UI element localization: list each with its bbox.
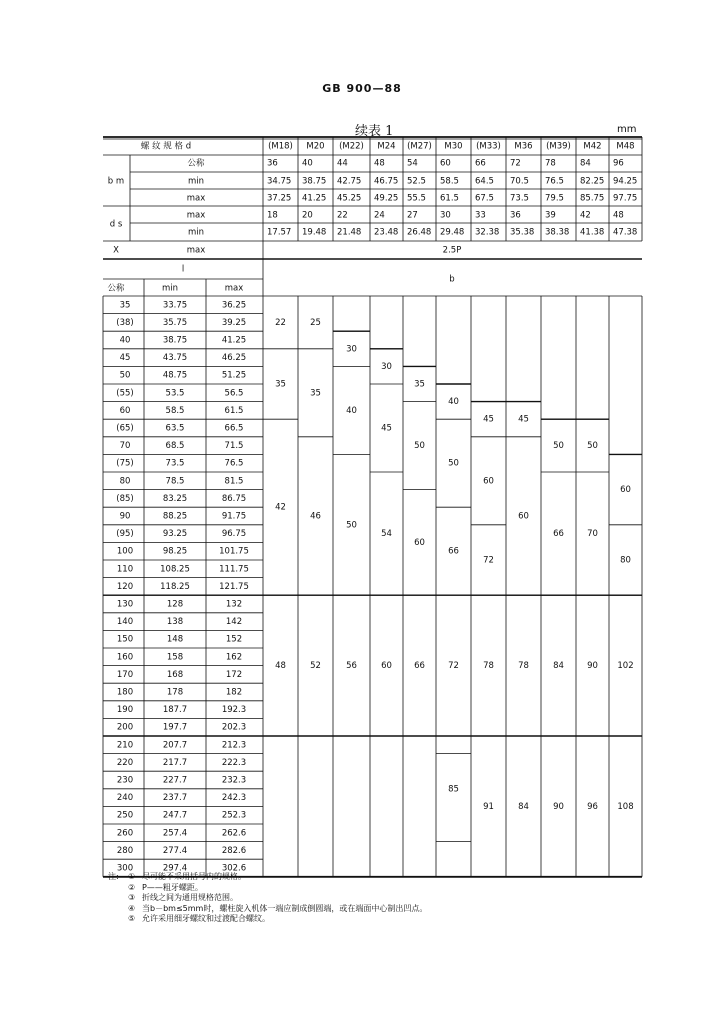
b-value: 72 bbox=[448, 661, 459, 672]
l-nominal-value: 80 bbox=[119, 476, 131, 487]
ds-max-value: 39 bbox=[545, 210, 556, 221]
l-min-value: 73.5 bbox=[165, 458, 185, 469]
note-text: 尽可能不采用括号内的规格。 bbox=[142, 872, 246, 881]
b-value: 22 bbox=[275, 317, 286, 328]
bm-min-value: 38.75 bbox=[302, 176, 327, 187]
l-nominal-value: 45 bbox=[119, 353, 131, 364]
b-value: 78 bbox=[518, 661, 529, 672]
l-max-value: 121.75 bbox=[219, 581, 249, 592]
bm-nominal-value: 66 bbox=[475, 158, 486, 169]
l-nominal-value: 100 bbox=[116, 546, 134, 557]
b-value: 35 bbox=[275, 379, 286, 390]
l-max-value: 111.75 bbox=[219, 564, 249, 575]
ds-max-value: 27 bbox=[407, 210, 418, 221]
b-value: 60 bbox=[620, 485, 631, 496]
l-nominal-value: 230 bbox=[116, 775, 134, 786]
l-max-value: 51.25 bbox=[221, 370, 247, 381]
size-header: (M27) bbox=[407, 141, 432, 152]
bm-min-value: 76.5 bbox=[545, 176, 564, 187]
b-value: 30 bbox=[346, 344, 357, 355]
l-max-value: 96.75 bbox=[221, 529, 247, 540]
b-value: 50 bbox=[414, 441, 425, 452]
l-max-value: 152 bbox=[225, 634, 243, 645]
l-max-value: 46.25 bbox=[221, 353, 247, 364]
note-text: P——粗牙螺距。 bbox=[142, 882, 203, 892]
l-min-value: 138 bbox=[166, 617, 184, 628]
l-min-value: 78.5 bbox=[165, 476, 185, 487]
b-value: 66 bbox=[448, 546, 459, 557]
size-header: M42 bbox=[583, 141, 602, 152]
l-max-value: 212.3 bbox=[221, 740, 247, 751]
b-value: 52 bbox=[310, 661, 321, 672]
l-nominal-value: (95) bbox=[116, 529, 134, 540]
b-value: 70 bbox=[587, 529, 598, 540]
ds-max-value: 18 bbox=[267, 210, 278, 221]
b-value: 54 bbox=[381, 529, 392, 540]
l-max-value: 282.6 bbox=[221, 845, 247, 856]
b-value: 85 bbox=[448, 784, 459, 795]
b-value: 50 bbox=[346, 520, 357, 531]
b-value: 66 bbox=[414, 661, 425, 672]
b-value: 78 bbox=[483, 661, 494, 672]
l-min-label: min bbox=[161, 283, 179, 294]
l-nominal-value: (75) bbox=[116, 458, 134, 469]
l-nominal-value: 150 bbox=[116, 634, 134, 645]
l-min-value: 108.25 bbox=[160, 564, 190, 575]
l-min-value: 247.7 bbox=[162, 810, 188, 821]
b-value: 84 bbox=[553, 661, 564, 672]
b-value: 45 bbox=[483, 414, 494, 425]
l-min-value: 83.25 bbox=[162, 493, 188, 504]
l-nominal-value: 180 bbox=[116, 687, 134, 698]
document-header: GB 900—88 bbox=[322, 82, 402, 95]
b-value: 25 bbox=[310, 317, 321, 328]
b-label: b bbox=[449, 274, 455, 285]
ds-max-value: 36 bbox=[510, 210, 521, 221]
b-value: 40 bbox=[346, 405, 357, 416]
size-header: M36 bbox=[514, 141, 533, 152]
l-min-value: 158 bbox=[166, 652, 184, 663]
ds-min-value: 26.48 bbox=[407, 227, 432, 238]
b-value: 35 bbox=[310, 388, 321, 399]
l-min-value: 43.75 bbox=[162, 353, 188, 364]
ds-min-value: 29.48 bbox=[440, 227, 465, 238]
l-min-value: 207.7 bbox=[162, 740, 188, 751]
ds-max-value: 22 bbox=[337, 210, 348, 221]
l-nominal-value: 50 bbox=[119, 370, 131, 381]
bm-min-value: 34.75 bbox=[267, 176, 292, 187]
unit-label: mm bbox=[617, 124, 637, 135]
notes-row-2 bbox=[108, 883, 427, 894]
bm-min-value: 58.5 bbox=[440, 176, 459, 187]
l-min-value: 227.7 bbox=[162, 775, 188, 786]
l-nominal-value: (85) bbox=[116, 493, 134, 504]
l-nominal-value: 160 bbox=[116, 652, 134, 663]
l-min-value: 217.7 bbox=[162, 757, 188, 768]
l-min-value: 118.25 bbox=[160, 581, 190, 592]
l-max-value: 252.3 bbox=[221, 810, 247, 821]
ds-max-value: 48 bbox=[613, 210, 624, 221]
l-min-value: 297.4 bbox=[162, 863, 188, 874]
l-nominal-value: 170 bbox=[116, 669, 134, 680]
bm-nominal-value: 78 bbox=[545, 158, 556, 169]
l-max-value: 222.3 bbox=[221, 757, 247, 768]
l-nominal-value: (55) bbox=[116, 388, 134, 399]
bm-label: b m bbox=[107, 176, 125, 187]
l-nominal-value: 140 bbox=[116, 617, 134, 628]
l-min-value: 98.25 bbox=[162, 546, 188, 557]
ds-max-label: max bbox=[186, 210, 206, 221]
bm-min-value: 46.75 bbox=[374, 176, 399, 187]
l-nominal-value: 260 bbox=[116, 828, 134, 839]
b-value: 50 bbox=[553, 441, 564, 452]
bm-nominal-value: 44 bbox=[337, 158, 348, 169]
l-max-value: 162 bbox=[225, 652, 243, 663]
bm-max-label: max bbox=[186, 193, 206, 204]
bm-max-value: 61.5 bbox=[440, 193, 459, 204]
b-value: 91 bbox=[483, 801, 494, 812]
notes-row-3 bbox=[108, 893, 427, 904]
b-value: 66 bbox=[553, 529, 564, 540]
ds-max-value: 42 bbox=[580, 210, 591, 221]
b-value: 60 bbox=[518, 511, 529, 522]
l-nominal-value: 40 bbox=[119, 335, 131, 346]
b-value: 40 bbox=[448, 397, 459, 408]
l-max-value: 39.25 bbox=[221, 317, 247, 328]
b-value: 108 bbox=[617, 801, 634, 812]
bm-min-value: 64.5 bbox=[475, 176, 494, 187]
bm-nominal-value: 36 bbox=[267, 158, 278, 169]
l-label: l bbox=[181, 264, 185, 275]
l-max-value: 182 bbox=[225, 687, 243, 698]
bm-nominal-label: 公称 bbox=[187, 158, 205, 169]
b-value: 50 bbox=[587, 441, 598, 452]
size-header: M20 bbox=[306, 141, 325, 152]
ds-min-value: 21.48 bbox=[337, 227, 362, 238]
bm-max-value: 79.5 bbox=[545, 193, 564, 204]
l-nominal-value: 35 bbox=[119, 300, 131, 311]
l-nominal-value: 250 bbox=[116, 810, 134, 821]
bm-nominal-value: 60 bbox=[440, 158, 451, 169]
l-min-value: 88.25 bbox=[162, 511, 188, 522]
b-value: 30 bbox=[381, 361, 392, 372]
b-value: 60 bbox=[381, 661, 392, 672]
bm-max-value: 49.25 bbox=[374, 193, 399, 204]
size-header: (M22) bbox=[339, 141, 364, 152]
bm-min-value: 42.75 bbox=[337, 176, 362, 187]
note-number: ⑤ bbox=[128, 914, 136, 923]
note-text: 允许采用细牙螺纹和过渡配合螺纹。 bbox=[142, 914, 270, 923]
size-header: (M39) bbox=[546, 141, 571, 152]
note-number: ② bbox=[128, 882, 136, 892]
ds-min-value: 35.38 bbox=[510, 227, 535, 238]
ds-max-value: 30 bbox=[440, 210, 451, 221]
l-max-value: 86.75 bbox=[221, 493, 247, 504]
l-max-value: 132 bbox=[225, 599, 243, 610]
l-max-value: 56.5 bbox=[224, 388, 244, 399]
x-label: X bbox=[113, 245, 119, 256]
b-value: 45 bbox=[518, 414, 529, 425]
note-number: ③ bbox=[128, 893, 136, 902]
bm-nominal-value: 84 bbox=[580, 158, 591, 169]
l-nominal-value: 90 bbox=[119, 511, 131, 522]
ds-max-value: 24 bbox=[374, 210, 385, 221]
ds-min-value: 19.48 bbox=[302, 227, 327, 238]
l-min-value: 93.25 bbox=[162, 529, 188, 540]
l-max-value: 142 bbox=[225, 617, 243, 628]
bm-nominal-value: 40 bbox=[302, 158, 313, 169]
ds-min-value: 38.38 bbox=[545, 227, 570, 238]
bm-max-value: 73.5 bbox=[510, 193, 529, 204]
l-nominal-value: 220 bbox=[116, 757, 134, 768]
notes-row-5 bbox=[108, 914, 427, 925]
l-min-value: 68.5 bbox=[165, 441, 185, 452]
l-min-value: 257.4 bbox=[162, 828, 188, 839]
bm-nominal-value: 96 bbox=[613, 158, 624, 169]
size-header: M48 bbox=[616, 141, 635, 152]
l-min-value: 58.5 bbox=[165, 405, 185, 416]
l-min-value: 63.5 bbox=[165, 423, 185, 434]
bm-min-value: 52.5 bbox=[407, 176, 426, 187]
l-max-value: 302.6 bbox=[221, 863, 247, 874]
ds-min-value: 47.38 bbox=[613, 227, 638, 238]
notes-title: 注: bbox=[108, 872, 119, 881]
l-min-value: 187.7 bbox=[162, 705, 188, 716]
l-min-value: 237.7 bbox=[162, 793, 188, 804]
notes-row-4 bbox=[108, 904, 427, 915]
l-nominal-value: (38) bbox=[116, 317, 134, 328]
size-header: M30 bbox=[444, 141, 463, 152]
bm-max-value: 37.25 bbox=[267, 193, 292, 204]
bm-min-label: min bbox=[187, 176, 205, 187]
ds-label: d s bbox=[109, 219, 123, 230]
x-value: 2.5P bbox=[442, 245, 462, 256]
size-header: (M18) bbox=[268, 141, 293, 152]
l-min-value: 128 bbox=[166, 599, 184, 610]
note-text: 当b－bm≤5mm时，螺柱旋入机体一端应制成倒圆端，或在端面中心制出凹点。 bbox=[142, 903, 428, 913]
l-max-value: 66.5 bbox=[224, 423, 244, 434]
l-min-value: 277.4 bbox=[162, 845, 188, 856]
l-max-value: 81.5 bbox=[224, 476, 244, 487]
l-nominal-label: 公称 bbox=[107, 283, 125, 294]
l-max-value: 41.25 bbox=[221, 335, 247, 346]
bm-min-value: 82.25 bbox=[580, 176, 605, 187]
bm-min-value: 70.5 bbox=[510, 176, 529, 187]
note-number: ④ bbox=[128, 903, 136, 913]
note-text: 折线之间为通用规格范围。 bbox=[142, 893, 238, 902]
b-value: 48 bbox=[275, 661, 286, 672]
l-min-value: 178 bbox=[166, 687, 184, 698]
bm-nominal-value: 54 bbox=[407, 158, 418, 169]
b-value: 45 bbox=[381, 423, 392, 434]
l-nominal-value: 120 bbox=[116, 581, 134, 592]
b-value: 80 bbox=[620, 555, 631, 566]
notes-row-1 bbox=[108, 872, 427, 883]
bm-min-value: 94.25 bbox=[613, 176, 638, 187]
l-nominal-value: 190 bbox=[116, 705, 134, 716]
l-min-value: 38.75 bbox=[162, 335, 188, 346]
b-value: 50 bbox=[448, 458, 459, 469]
bm-max-value: 85.75 bbox=[580, 193, 605, 204]
x-max-label: max bbox=[186, 245, 206, 256]
ds-min-label: min bbox=[187, 227, 205, 238]
l-min-value: 33.75 bbox=[162, 300, 188, 311]
l-min-value: 168 bbox=[166, 669, 184, 680]
l-max-value: 61.5 bbox=[224, 405, 244, 416]
spec-label: 螺 纹 规 格 d bbox=[140, 141, 192, 152]
ds-max-value: 33 bbox=[475, 210, 486, 221]
b-value: 42 bbox=[275, 502, 286, 513]
b-value: 60 bbox=[414, 537, 425, 548]
l-min-value: 197.7 bbox=[162, 722, 188, 733]
l-max-value: 232.3 bbox=[221, 775, 247, 786]
b-value: 46 bbox=[310, 511, 321, 522]
table-subtitle: 续表 1 bbox=[355, 124, 394, 139]
l-nominal-value: 280 bbox=[116, 845, 134, 856]
l-nominal-value: 60 bbox=[119, 405, 131, 416]
size-header: M24 bbox=[377, 141, 396, 152]
l-min-value: 48.75 bbox=[162, 370, 188, 381]
bm-max-value: 55.5 bbox=[407, 193, 426, 204]
b-value: 96 bbox=[587, 801, 598, 812]
ds-min-value: 23.48 bbox=[374, 227, 399, 238]
bm-max-value: 97.75 bbox=[613, 193, 638, 204]
l-nominal-value: 210 bbox=[116, 740, 134, 751]
b-value: 60 bbox=[483, 476, 494, 487]
b-value: 72 bbox=[483, 555, 494, 566]
ds-min-value: 32.38 bbox=[475, 227, 500, 238]
b-value: 90 bbox=[587, 661, 598, 672]
l-max-value: 192.3 bbox=[221, 705, 247, 716]
l-max-value: 36.25 bbox=[221, 300, 247, 311]
l-max-value: 242.3 bbox=[221, 793, 247, 804]
bm-nominal-value: 48 bbox=[374, 158, 385, 169]
l-max-label: max bbox=[224, 283, 244, 294]
l-nominal-value: 130 bbox=[116, 599, 134, 610]
ds-min-value: 41.38 bbox=[580, 227, 605, 238]
l-max-value: 71.5 bbox=[224, 441, 244, 452]
ds-min-value: 17.57 bbox=[267, 227, 292, 238]
l-max-value: 262.6 bbox=[221, 828, 247, 839]
b-value: 84 bbox=[518, 801, 529, 812]
b-value: 56 bbox=[346, 661, 357, 672]
bm-max-value: 41.25 bbox=[302, 193, 327, 204]
l-min-value: 35.75 bbox=[162, 317, 188, 328]
ds-max-value: 20 bbox=[302, 210, 313, 221]
l-nominal-value: 110 bbox=[116, 564, 134, 575]
l-max-value: 76.5 bbox=[224, 458, 244, 469]
l-nominal-value: 70 bbox=[119, 441, 131, 452]
l-max-value: 172 bbox=[225, 669, 243, 680]
l-max-value: 202.3 bbox=[221, 722, 247, 733]
l-max-value: 91.75 bbox=[221, 511, 247, 522]
l-nominal-value: 300 bbox=[116, 863, 134, 874]
b-value: 90 bbox=[553, 801, 564, 812]
l-nominal-value: (65) bbox=[116, 423, 134, 434]
bm-max-value: 45.25 bbox=[337, 193, 362, 204]
table-notes bbox=[108, 872, 427, 925]
l-min-value: 148 bbox=[166, 634, 184, 645]
bm-max-value: 67.5 bbox=[475, 193, 494, 204]
size-header: (M33) bbox=[476, 141, 501, 152]
l-max-value: 101.75 bbox=[219, 546, 249, 557]
b-value: 35 bbox=[414, 379, 425, 390]
l-nominal-value: 240 bbox=[116, 793, 134, 804]
note-number: ① bbox=[128, 872, 136, 881]
l-nominal-value: 200 bbox=[116, 722, 134, 733]
l-min-value: 53.5 bbox=[165, 388, 185, 399]
bm-nominal-value: 72 bbox=[510, 158, 521, 169]
b-value: 102 bbox=[617, 661, 634, 672]
